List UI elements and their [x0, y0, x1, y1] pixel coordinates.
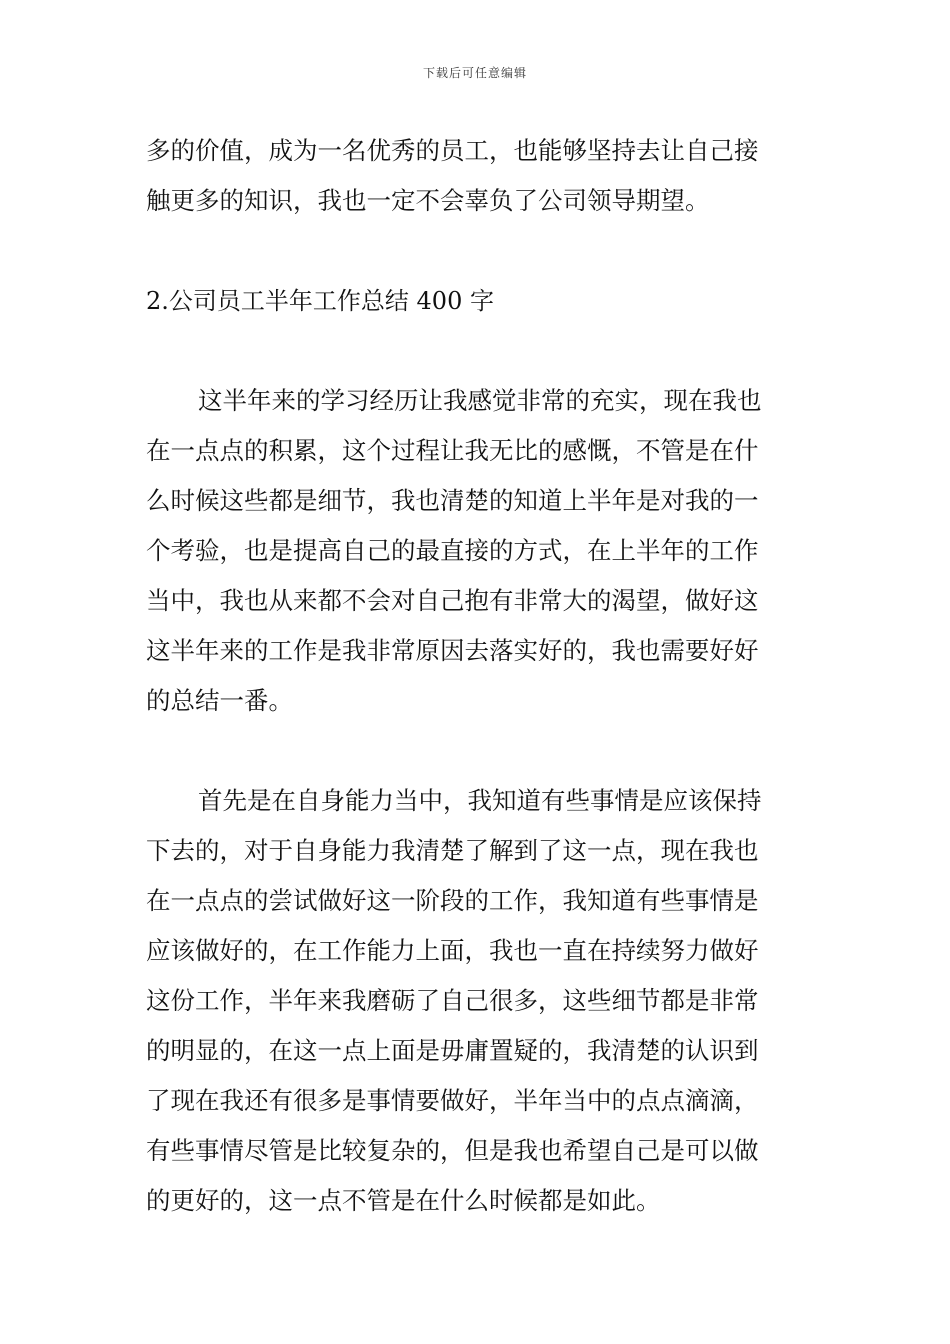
- paragraph-line: 么时候这些都是细节，我也清楚的知道上半年是对我的一: [146, 486, 759, 515]
- paragraph-spacer: [146, 326, 808, 376]
- section-heading: 2.公司员工半年工作总结 400 字: [146, 287, 494, 315]
- paragraph-line: 触更多的知识，我也一定不会辜负了公司领导期望。: [146, 186, 710, 215]
- paragraph-spacer: [146, 726, 808, 776]
- paragraph-two: [146, 776, 808, 1226]
- document-body: [146, 126, 808, 1226]
- paragraph-line: 下去的，对于自身能力我清楚了解到了这一点，现在我也: [146, 836, 759, 865]
- paragraph-line: 有些事情尽管是比较复杂的，但是我也希望自己是可以做: [146, 1136, 759, 1165]
- paragraph-line: 了现在我还有很多是事情要做好，半年当中的点点滴滴，: [146, 1086, 759, 1115]
- paragraph-line: 应该做好的，在工作能力上面，我也一直在持续努力做好: [146, 936, 759, 965]
- paragraph-line: 这半年来的工作是我非常原因去落实好的，我也需要好好: [146, 636, 759, 665]
- paragraph-line: 的明显的，在这一点上面是毋庸置疑的，我清楚的认识到: [146, 1036, 759, 1065]
- paragraph-line: 多的价值，成为一名优秀的员工，也能够坚持去让自己接: [146, 136, 759, 165]
- paragraph-line: 这半年来的学习经历让我感觉非常的充实，现在我也: [198, 386, 762, 415]
- paragraph-top: [146, 126, 808, 226]
- paragraph-line: 个考验，也是提高自己的最直接的方式，在上半年的工作: [146, 536, 759, 565]
- paragraph-line: 首先是在自身能力当中，我知道有些事情是应该保持: [198, 786, 762, 815]
- paragraph-line: 在一点点的积累，这个过程让我无比的感慨，不管是在什: [146, 436, 759, 465]
- page-header: 下载后可任意编辑: [422, 66, 527, 80]
- paragraph-line: 这份工作，半年来我磨砺了自己很多，这些细节都是非常: [146, 986, 759, 1015]
- paragraph-line: 当中，我也从来都不会对自己抱有非常大的渴望，做好这: [146, 586, 759, 615]
- paragraph-line: 的更好的，这一点不管是在什么时候都是如此。: [146, 1186, 661, 1215]
- paragraph-line: 的总结一番。: [146, 686, 293, 715]
- paragraph-spacer: [146, 226, 808, 276]
- paragraph-one: [146, 376, 808, 726]
- paragraph-line: 在一点点的尝试做好这一阶段的工作，我知道有些事情是: [146, 886, 759, 915]
